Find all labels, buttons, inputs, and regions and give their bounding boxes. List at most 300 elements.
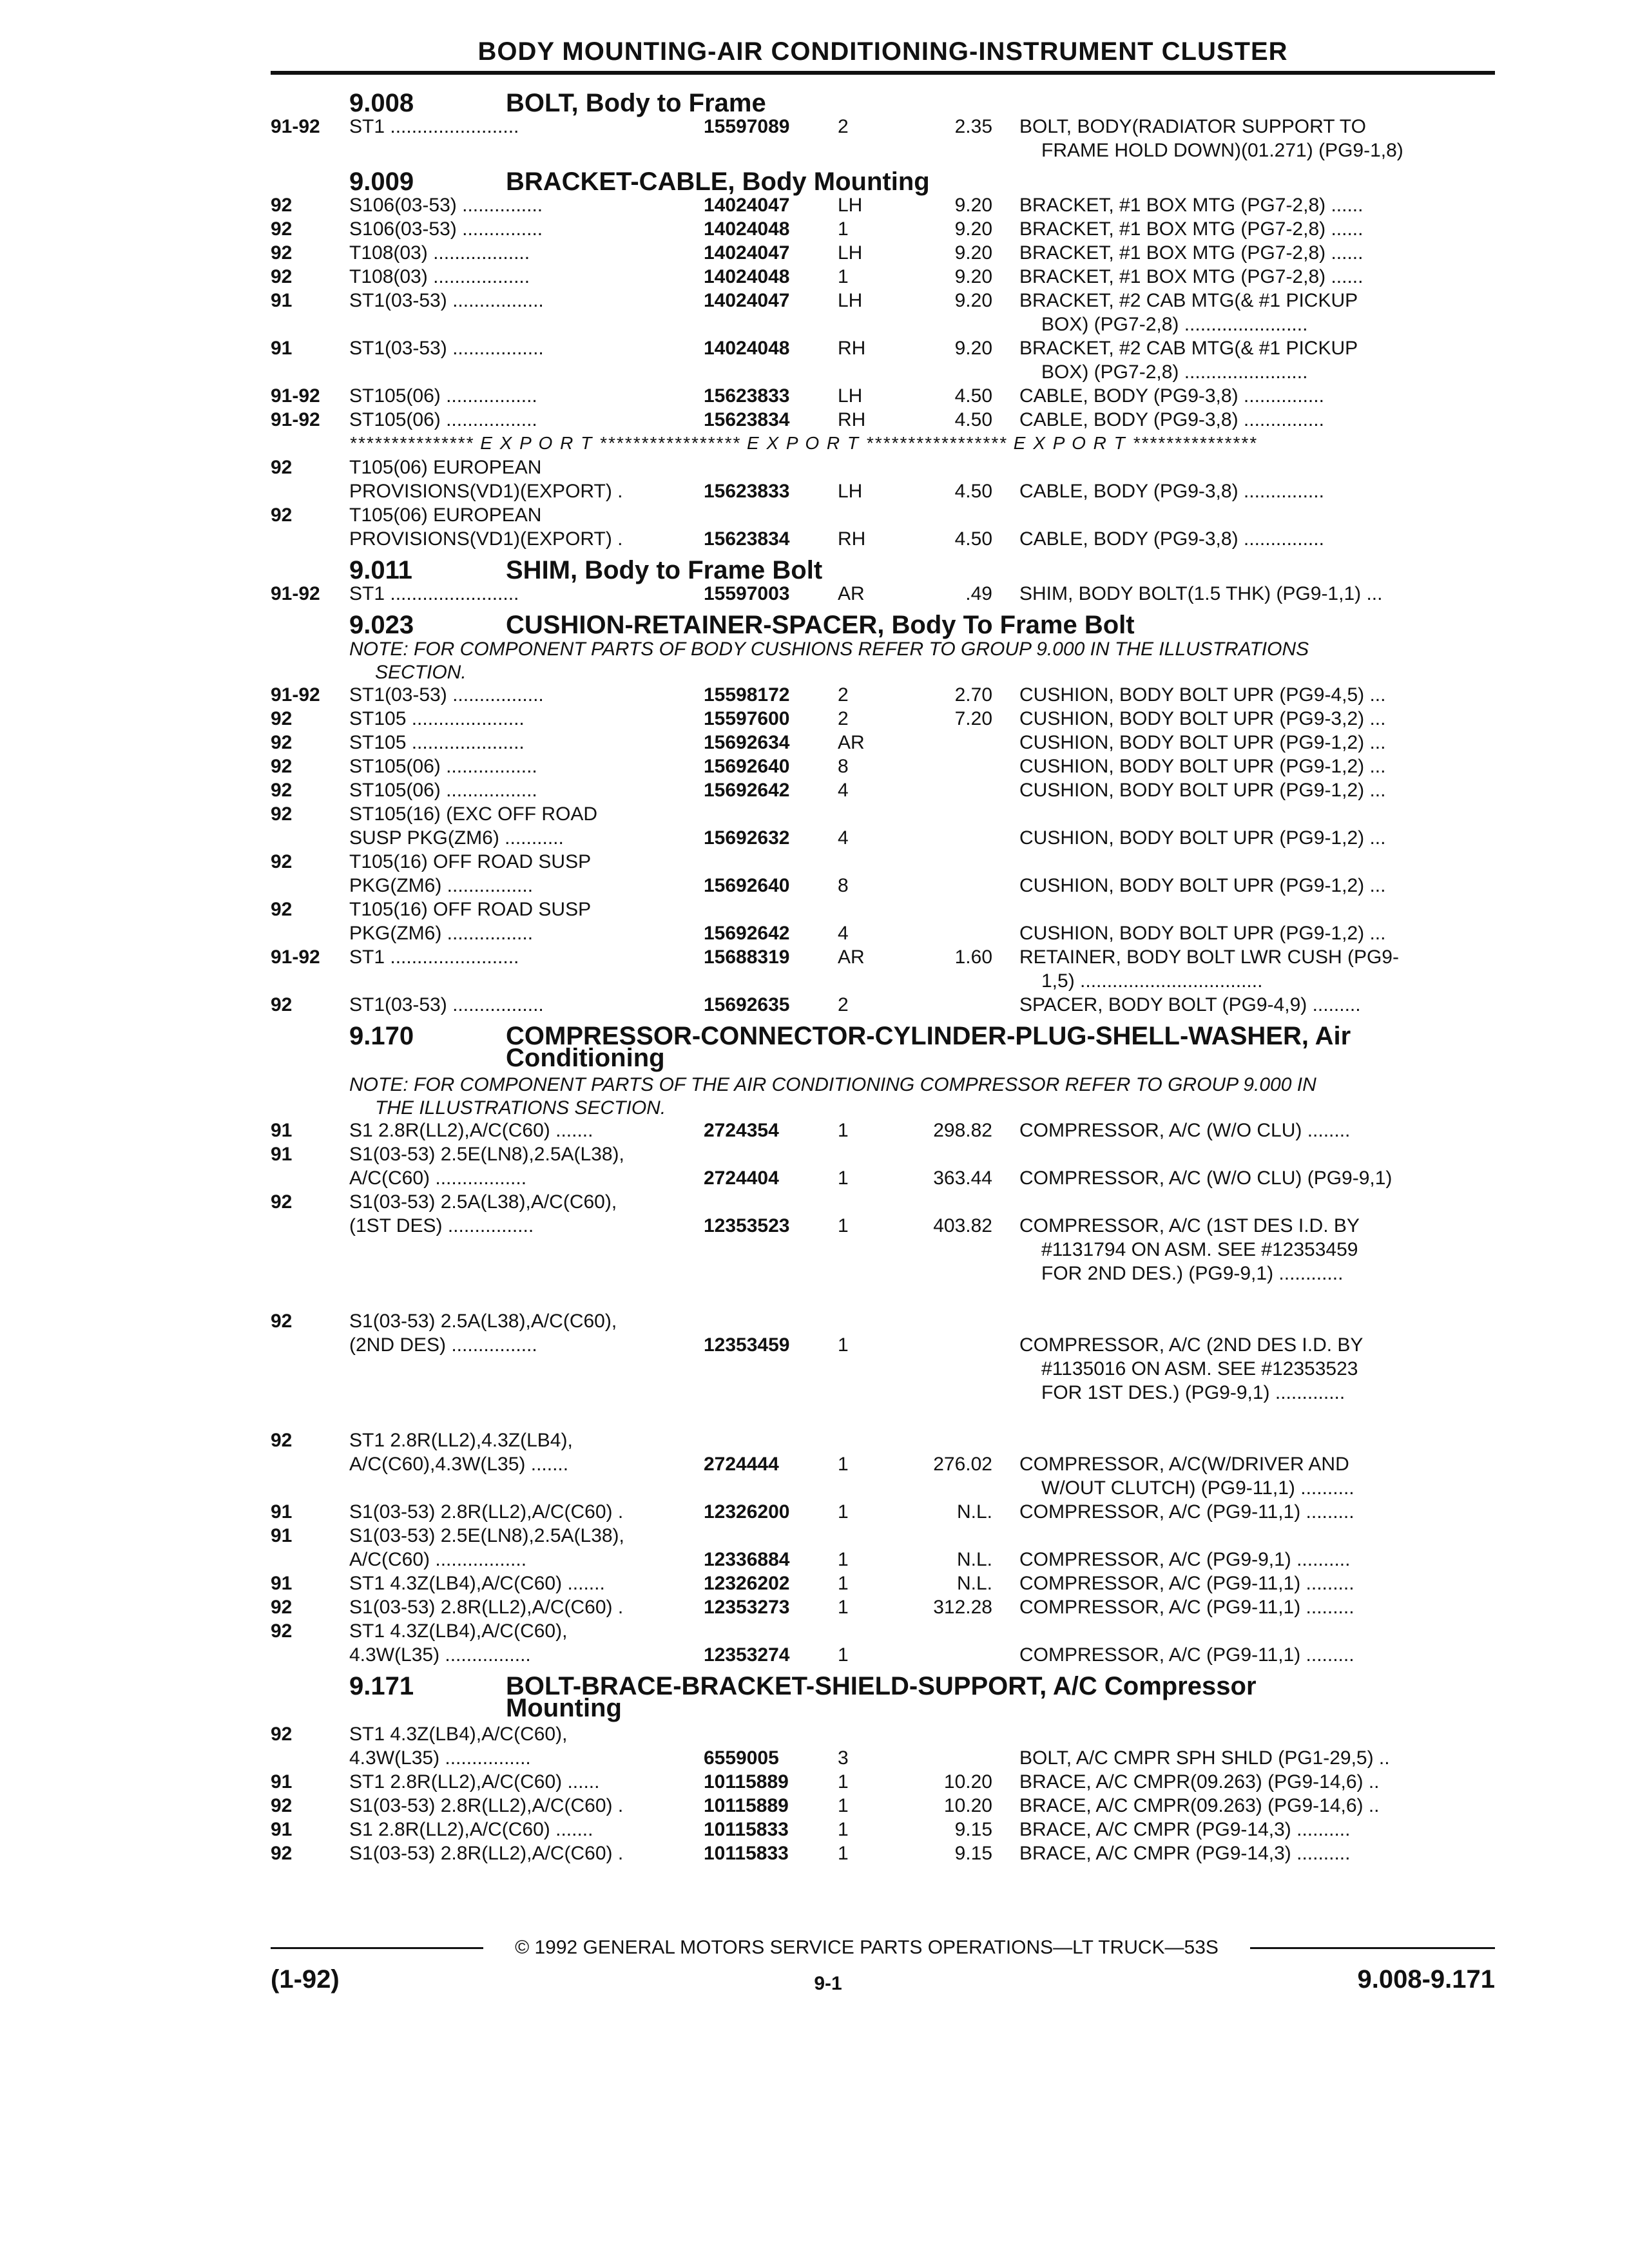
application: S1(03-53) 2.8R(LL2),A/C(C60) . [349, 1501, 624, 1523]
part-row [0, 1120, 1629, 1142]
model-year: 91 [271, 1819, 293, 1840]
group-heading [0, 166, 1629, 197]
model-year: 92 [271, 780, 293, 801]
quantity: RH [838, 338, 866, 359]
part-row [0, 505, 1629, 526]
quantity: 2 [838, 994, 849, 1015]
quantity: 1 [838, 1334, 849, 1356]
part-description: COMPRESSOR, A/C (1ST DES I.D. BY [1019, 1215, 1360, 1236]
part-number: 15692640 [704, 875, 790, 896]
model-year: 92 [271, 732, 293, 753]
price: 9.20 [954, 338, 992, 359]
part-row [0, 875, 1629, 897]
application: S106(03-53) ............... [349, 218, 543, 240]
price: 4.50 [954, 409, 992, 430]
model-year: 92 [271, 756, 293, 777]
part-number: 15688319 [704, 947, 790, 968]
part-description: FRAME HOLD DOWN)(01.271) (PG9-1,8) [1041, 140, 1403, 161]
group-note [349, 638, 1496, 684]
price: 276.02 [933, 1454, 992, 1475]
part-description: BRACKET, #1 BOX MTG (PG7-2,8) ...... [1019, 195, 1364, 216]
quantity: 4 [838, 923, 849, 944]
application: A/C(C60),4.3W(L35) ....... [349, 1454, 569, 1475]
part-number: 12353459 [704, 1334, 790, 1356]
price: 9.15 [954, 1819, 992, 1840]
part-row [0, 1644, 1629, 1666]
group-title-continued: Mounting [506, 1694, 622, 1722]
quantity: LH [838, 195, 863, 216]
application: S1 2.8R(LL2),A/C(C60) ....... [349, 1120, 593, 1141]
group-heading [0, 1671, 1629, 1702]
part-number: 12353274 [704, 1644, 790, 1666]
application: ST105(06) ................. [349, 756, 537, 777]
group-number: 9.023 [349, 611, 414, 639]
part-row [0, 140, 1629, 162]
part-description: COMPRESSOR, A/C (PG9-11,1) ......... [1019, 1501, 1354, 1523]
quantity: 3 [838, 1747, 849, 1769]
price: 7.20 [954, 708, 992, 729]
quantity: LH [838, 290, 863, 311]
part-description: CUSHION, BODY BOLT UPR (PG9-1,2) ... [1019, 756, 1386, 777]
footer-rule-right [1250, 1947, 1495, 1949]
quantity: 1 [838, 1168, 849, 1189]
model-year: 92 [271, 1191, 293, 1213]
part-number: 2724444 [704, 1454, 779, 1475]
price: N.L. [956, 1573, 992, 1594]
part-number: 14024047 [704, 290, 790, 311]
part-number: 15598172 [704, 684, 790, 706]
part-description: BRACKET, #1 BOX MTG (PG7-2,8) ...... [1019, 218, 1364, 240]
group-title: SHIM, Body to Frame Bolt [506, 556, 823, 584]
quantity: 1 [838, 266, 849, 287]
application: ST1 4.3Z(LB4),A/C(C60) ....... [349, 1573, 605, 1594]
model-year: 92 [271, 242, 293, 264]
part-number: 2724354 [704, 1120, 779, 1141]
quantity: 1 [838, 1549, 849, 1570]
part-row [0, 1334, 1629, 1356]
application: S106(03-53) ............... [349, 195, 543, 216]
application: ST1(03-53) ................. [349, 290, 544, 311]
part-number: 15623834 [704, 528, 790, 550]
price: N.L. [956, 1549, 992, 1570]
part-description: FOR 1ST DES.) (PG9-9,1) ............. [1041, 1382, 1345, 1403]
quantity: 2 [838, 708, 849, 729]
part-row [0, 756, 1629, 778]
application: ST1 ........................ [349, 583, 519, 604]
group-note [349, 1073, 1496, 1120]
group-title: BOLT, Body to Frame [506, 89, 766, 117]
part-number: 14024048 [704, 266, 790, 287]
part-row [0, 1549, 1629, 1571]
part-description: BRACKET, #2 CAB MTG(& #1 PICKUP [1019, 290, 1358, 311]
model-year: 91-92 [271, 583, 320, 604]
part-description: COMPRESSOR, A/C (2ND DES I.D. BY [1019, 1334, 1364, 1356]
part-row [0, 1191, 1629, 1213]
model-year: 91-92 [271, 409, 320, 430]
footer-page-number: 9-1 [814, 1973, 842, 1994]
model-year: 91 [271, 290, 293, 311]
part-number: 12353523 [704, 1215, 790, 1236]
price: 4.50 [954, 528, 992, 550]
application: ST105 ..................... [349, 732, 525, 753]
part-description: BRACKET, #1 BOX MTG (PG7-2,8) ...... [1019, 242, 1364, 264]
part-number: 15623834 [704, 409, 790, 430]
part-row [0, 708, 1629, 730]
model-year: 92 [271, 1597, 293, 1618]
part-row [0, 1724, 1629, 1745]
group-heading [0, 610, 1629, 640]
application: ST105(06) ................. [349, 385, 537, 407]
note-line: SECTION. [375, 662, 467, 683]
model-year: 92 [271, 505, 293, 526]
price: 312.28 [933, 1597, 992, 1618]
quantity: AR [838, 583, 865, 604]
part-row [0, 1525, 1629, 1547]
price: 2.70 [954, 684, 992, 706]
model-year: 92 [271, 1724, 293, 1745]
price: 4.50 [954, 481, 992, 502]
model-year: 91 [271, 1573, 293, 1594]
application: PKG(ZM6) ................ [349, 923, 534, 944]
model-year: 92 [271, 218, 293, 240]
part-number: 10115833 [704, 1819, 789, 1840]
part-description: #1135016 ON ASM. SEE #12353523 [1041, 1358, 1358, 1379]
model-year: 92 [271, 457, 293, 478]
part-description: BRACE, A/C CMPR (PG9-14,3) .......... [1019, 1843, 1351, 1864]
part-row [0, 409, 1629, 431]
group-heading [0, 88, 1629, 119]
part-description: SPACER, BODY BOLT (PG9-4,9) ......... [1019, 994, 1361, 1015]
part-number: 12353273 [704, 1597, 790, 1618]
footer-copyright: © 1992 GENERAL MOTORS SERVICE PARTS OPERATIONS—LT TRUCK—53S [515, 1937, 1219, 1958]
quantity: AR [838, 732, 865, 753]
price: 9.20 [954, 290, 992, 311]
application: S1(03-53) 2.5E(LN8),2.5A(L38), [349, 1525, 624, 1546]
part-row [0, 1382, 1629, 1404]
price: 10.20 [943, 1771, 992, 1792]
part-description: COMPRESSOR, A/C (PG9-11,1) ......... [1019, 1573, 1354, 1594]
part-row [0, 1215, 1629, 1237]
part-row [0, 338, 1629, 360]
quantity: 8 [838, 875, 849, 896]
part-description: CABLE, BODY (PG9-3,8) ............... [1019, 409, 1324, 430]
application: (1ST DES) ................ [349, 1215, 534, 1236]
group-heading [0, 555, 1629, 586]
price: 403.82 [933, 1215, 992, 1236]
group-number: 9.009 [349, 168, 414, 196]
page-title: BODY MOUNTING-AIR CONDITIONING-INSTRUMENT CLUSTER [477, 37, 1288, 66]
price: 2.35 [954, 116, 992, 137]
part-description: COMPRESSOR, A/C (PG9-11,1) ......... [1019, 1597, 1354, 1618]
export-divider: *************** E X P O R T ***************** E X P O R T ***************** E X P O R T *************** [349, 433, 1258, 453]
part-row [0, 528, 1629, 550]
application: PROVISIONS(VD1)(EXPORT) . [349, 481, 623, 502]
part-description: CUSHION, BODY BOLT UPR (PG9-1,2) ... [1019, 827, 1386, 849]
price: 9.20 [954, 242, 992, 264]
part-description: CUSHION, BODY BOLT UPR (PG9-1,2) ... [1019, 780, 1386, 801]
price: 298.82 [933, 1120, 992, 1141]
part-row [0, 923, 1629, 945]
model-year: 91-92 [271, 385, 320, 407]
quantity: 4 [838, 827, 849, 849]
part-number: 15623833 [704, 481, 790, 502]
application: ST105 ..................... [349, 708, 525, 729]
part-number: 15692640 [704, 756, 790, 777]
price: 1.60 [954, 947, 992, 968]
model-year: 91 [271, 1501, 293, 1523]
part-row [0, 583, 1629, 605]
application: A/C(C60) ................. [349, 1549, 527, 1570]
group-title: BRACKET-CABLE, Body Mounting [506, 168, 930, 196]
part-number: 12326202 [704, 1573, 790, 1594]
footer-group-range: 9.008-9.171 [1357, 1965, 1495, 1994]
model-year: 92 [271, 851, 293, 872]
model-year: 91 [271, 338, 293, 359]
price: 10.20 [943, 1795, 992, 1816]
quantity: 2 [838, 684, 849, 706]
part-description: CUSHION, BODY BOLT UPR (PG9-3,2) ... [1019, 708, 1386, 729]
model-year: 92 [271, 899, 293, 920]
quantity: 1 [838, 1843, 849, 1864]
part-description: COMPRESSOR, A/C (W/O CLU) ........ [1019, 1120, 1351, 1141]
application: PKG(ZM6) ................ [349, 875, 534, 896]
part-row [0, 1430, 1629, 1452]
application: SUSP PKG(ZM6) ........... [349, 827, 564, 849]
part-number: 14024047 [704, 242, 790, 264]
price: 9.20 [954, 218, 992, 240]
model-year: 92 [271, 1620, 293, 1642]
part-description: BOX) (PG7-2,8) ....................... [1041, 314, 1308, 335]
part-description: BOLT, A/C CMPR SPH SHLD (PG1-29,5) .. [1019, 1747, 1390, 1769]
price: 363.44 [933, 1168, 992, 1189]
part-description: CABLE, BODY (PG9-3,8) ............... [1019, 481, 1324, 502]
part-row [0, 1843, 1629, 1865]
part-description: W/OUT CLUTCH) (PG9-11,1) .......... [1041, 1477, 1354, 1499]
part-row [0, 1263, 1629, 1285]
application: S1(03-53) 2.8R(LL2),A/C(C60) . [349, 1795, 624, 1816]
note-line: NOTE: FOR COMPONENT PARTS OF THE AIR CONDITIONING COMPRESSOR REFER TO GROUP 9.000 IN [349, 1074, 1316, 1095]
part-row [0, 290, 1629, 312]
note-line: THE ILLUSTRATIONS SECTION. [375, 1097, 666, 1119]
application: S1(03-53) 2.5A(L38),A/C(C60), [349, 1191, 617, 1213]
application: ST1(03-53) ................. [349, 994, 544, 1015]
part-description: BOX) (PG7-2,8) ....................... [1041, 361, 1308, 383]
application: S1(03-53) 2.8R(LL2),A/C(C60) . [349, 1843, 624, 1864]
footer-rule-left [271, 1947, 483, 1949]
quantity: 8 [838, 756, 849, 777]
application: A/C(C60) ................. [349, 1168, 527, 1189]
quantity: 1 [838, 1795, 849, 1816]
quantity: 1 [838, 1120, 849, 1141]
part-row [0, 1358, 1629, 1380]
note-line: NOTE: FOR COMPONENT PARTS OF BODY CUSHIONS REFER TO GROUP 9.000 IN THE ILLUSTRATIONS [349, 639, 1309, 660]
price: .49 [965, 583, 992, 604]
application: T105(16) OFF ROAD SUSP [349, 851, 592, 872]
part-description: CUSHION, BODY BOLT UPR (PG9-1,2) ... [1019, 732, 1386, 753]
application: ST1(03-53) ................. [349, 684, 544, 706]
application: 4.3W(L35) ................ [349, 1747, 531, 1769]
part-row [0, 684, 1629, 706]
group-title: CUSHION-RETAINER-SPACER, Body To Frame Bolt [506, 611, 1135, 639]
part-number: 15692635 [704, 994, 790, 1015]
part-description: #1131794 ON ASM. SEE #12353459 [1041, 1239, 1358, 1260]
application: ST105(16) (EXC OFF ROAD [349, 803, 598, 825]
model-year: 92 [271, 1843, 293, 1864]
part-row [0, 266, 1629, 288]
part-row [0, 970, 1629, 992]
group-number: 9.008 [349, 89, 414, 117]
part-number: 6559005 [704, 1747, 779, 1769]
part-description: BRACE, A/C CMPR(09.263) (PG9-14,6) .. [1019, 1795, 1380, 1816]
part-description: COMPRESSOR, A/C (W/O CLU) (PG9-9,1) [1019, 1168, 1393, 1189]
model-year: 92 [271, 1311, 293, 1332]
part-number: 15692642 [704, 780, 790, 801]
part-row [0, 1795, 1629, 1817]
quantity: 1 [838, 1819, 849, 1840]
header-rule [271, 71, 1495, 75]
quantity: 1 [838, 1454, 849, 1475]
model-year: 91 [271, 1771, 293, 1792]
part-description: COMPRESSOR, A/C (PG9-11,1) ......... [1019, 1644, 1354, 1666]
model-year: 91-92 [271, 116, 320, 137]
application: T105(06) EUROPEAN [349, 505, 542, 526]
quantity: 1 [838, 1771, 849, 1792]
part-number: 14024048 [704, 218, 790, 240]
part-row [0, 116, 1629, 138]
model-year: 91 [271, 1525, 293, 1546]
part-description: RETAINER, BODY BOLT LWR CUSH (PG9- [1019, 947, 1399, 968]
part-description: CABLE, BODY (PG9-3,8) ............... [1019, 385, 1324, 407]
part-number: 14024048 [704, 338, 790, 359]
part-number: 15692632 [704, 827, 790, 849]
part-row [0, 1597, 1629, 1619]
part-row [0, 947, 1629, 968]
model-year: 92 [271, 708, 293, 729]
part-row [0, 481, 1629, 503]
part-row [0, 1454, 1629, 1475]
part-number: 12336884 [704, 1549, 790, 1570]
part-row [0, 1144, 1629, 1166]
quantity: 1 [838, 218, 849, 240]
quantity: 2 [838, 116, 849, 137]
application: ST1 ........................ [349, 947, 519, 968]
part-description: BRACKET, #1 BOX MTG (PG7-2,8) ...... [1019, 266, 1364, 287]
part-number: 10115833 [704, 1843, 789, 1864]
part-description: 1,5) .................................. [1041, 970, 1263, 992]
part-description: BRACE, A/C CMPR(09.263) (PG9-14,6) .. [1019, 1771, 1380, 1792]
price: 4.50 [954, 385, 992, 407]
part-number: 15692642 [704, 923, 790, 944]
part-description: CUSHION, BODY BOLT UPR (PG9-1,2) ... [1019, 923, 1386, 944]
part-row [0, 361, 1629, 383]
model-year: 92 [271, 803, 293, 825]
application: 4.3W(L35) ................ [349, 1644, 531, 1666]
application: ST1 2.8R(LL2),A/C(C60) ...... [349, 1771, 600, 1792]
quantity: 1 [838, 1644, 849, 1666]
part-description: COMPRESSOR, A/C (PG9-9,1) .......... [1019, 1549, 1351, 1570]
part-row [0, 803, 1629, 825]
part-row [0, 994, 1629, 1016]
part-row [0, 1620, 1629, 1642]
part-row [0, 195, 1629, 216]
application: ST1 2.8R(LL2),4.3Z(LB4), [349, 1430, 573, 1451]
price: 9.15 [954, 1843, 992, 1864]
part-row [0, 1573, 1629, 1595]
model-year: 92 [271, 1795, 293, 1816]
part-row [0, 732, 1629, 754]
part-row [0, 780, 1629, 802]
group-title-continued: Conditioning [506, 1044, 665, 1072]
part-row [0, 851, 1629, 873]
part-row [0, 218, 1629, 240]
part-number: 15623833 [704, 385, 790, 407]
part-description: COMPRESSOR, A/C(W/DRIVER AND [1019, 1454, 1349, 1475]
group-number: 9.011 [349, 556, 412, 584]
part-number: 15692634 [704, 732, 790, 753]
part-number: 15597089 [704, 116, 790, 137]
part-number: 15597003 [704, 583, 790, 604]
model-year: 91-92 [271, 684, 320, 706]
group-number: 9.170 [349, 1022, 414, 1050]
application: ST105(06) ................. [349, 409, 537, 430]
application: T105(06) EUROPEAN [349, 457, 542, 478]
part-row [0, 1501, 1629, 1523]
part-row [0, 1819, 1629, 1841]
part-number: 15597600 [704, 708, 790, 729]
price: N.L. [956, 1501, 992, 1523]
group-number: 9.171 [349, 1672, 414, 1700]
model-year: 91 [271, 1120, 293, 1141]
quantity: 1 [838, 1215, 849, 1236]
application: (2ND DES) ................ [349, 1334, 537, 1356]
model-year: 92 [271, 195, 293, 216]
application: T108(03) .................. [349, 266, 530, 287]
part-row [0, 242, 1629, 264]
price: 9.20 [954, 266, 992, 287]
quantity: LH [838, 385, 863, 407]
quantity: LH [838, 481, 863, 502]
group-heading [0, 1021, 1629, 1052]
part-row [0, 1239, 1629, 1261]
quantity: 4 [838, 780, 849, 801]
application: ST105(06) ................. [349, 780, 537, 801]
part-description: SHIM, BODY BOLT(1.5 THK) (PG9-1,1) ... [1019, 583, 1383, 604]
part-description: BOLT, BODY(RADIATOR SUPPORT TO [1019, 116, 1366, 137]
application: ST1 4.3Z(LB4),A/C(C60), [349, 1724, 568, 1745]
application: PROVISIONS(VD1)(EXPORT) . [349, 528, 623, 550]
quantity: LH [838, 242, 863, 264]
part-row [0, 899, 1629, 921]
application: T105(16) OFF ROAD SUSP [349, 899, 592, 920]
part-description: CABLE, BODY (PG9-3,8) ............... [1019, 528, 1324, 550]
price: 9.20 [954, 195, 992, 216]
model-year: 92 [271, 266, 293, 287]
part-row [0, 1747, 1629, 1769]
quantity: RH [838, 528, 866, 550]
quantity: 1 [838, 1501, 849, 1523]
part-number: 10115889 [704, 1795, 789, 1816]
application: S1(03-53) 2.5A(L38),A/C(C60), [349, 1311, 617, 1332]
application: ST1(03-53) ................. [349, 338, 544, 359]
group-title: COMPRESSOR-CONNECTOR-CYLINDER-PLUG-SHELL-WASHER, Air [506, 1022, 1351, 1050]
application: S1(03-53) 2.8R(LL2),A/C(C60) . [349, 1597, 624, 1618]
part-row [0, 314, 1629, 336]
part-description: CUSHION, BODY BOLT UPR (PG9-4,5) ... [1019, 684, 1386, 706]
application: ST1 4.3Z(LB4),A/C(C60), [349, 1620, 568, 1642]
part-description: CUSHION, BODY BOLT UPR (PG9-1,2) ... [1019, 875, 1386, 896]
application: S1 2.8R(LL2),A/C(C60) ....... [349, 1819, 593, 1840]
part-number: 14024047 [704, 195, 790, 216]
